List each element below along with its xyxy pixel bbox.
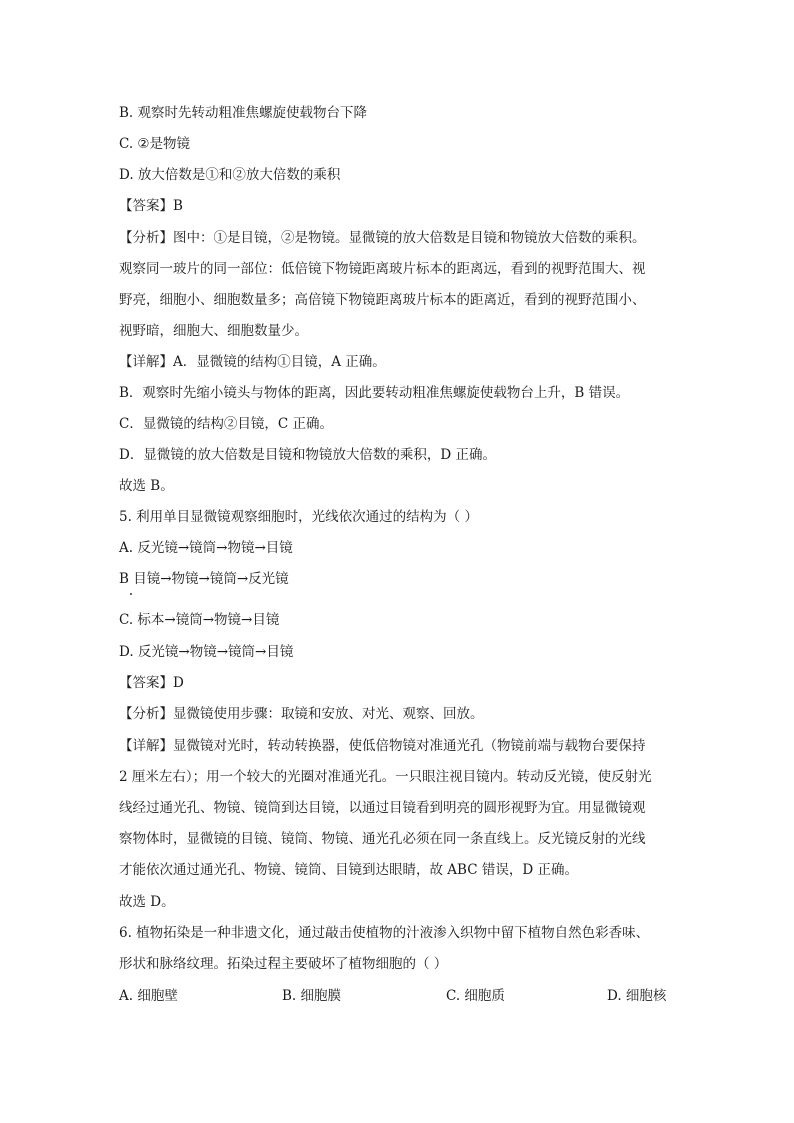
q6-option-a[interactable]: A. 细胞壁 (119, 988, 178, 1004)
q5-detail-line: 才能依次通过通光孔、物镜、镜筒、目镜到达眼睛，故 ABC 错误，D 正确。 (119, 862, 578, 878)
q4-option-d[interactable]: D. 放大倍数是①和②放大倍数的乘积 (119, 167, 341, 183)
q5-answer: 【答案】D (119, 675, 184, 691)
q5-option-b[interactable]: B 目镜→物镜→镜筒→反光镜 (119, 571, 289, 587)
q6-option-b[interactable]: B. 细胞膜 (282, 988, 342, 1004)
q6-option-c[interactable]: C. 细胞质 (446, 988, 505, 1004)
q4-detail-line: 【详解】A．显微镜的结构①目镜，A 正确。 (119, 354, 386, 370)
q5-option-d[interactable]: D. 反光镜→物镜→镜筒→目镜 (119, 644, 294, 660)
stray-dot (130, 593, 132, 595)
q4-option-c[interactable]: C. ②是物镜 (119, 136, 191, 152)
q4-detail-line: D．显微镜的放大倍数是目镜和物镜放大倍数的乘积，D 正确。 (119, 447, 496, 463)
q5-option-a[interactable]: A. 反光镜→镜筒→物镜→目镜 (119, 540, 293, 556)
q5-detail-line: 【详解】显微镜对光时，转动转换器，使低倍物镜对准通光孔（物镜前端与载物台要保持 (119, 738, 646, 754)
q6-option-d[interactable]: D. 细胞核 (607, 988, 667, 1004)
q5-analysis: 【分析】显微镜使用步骤：取镜和安放、对光、观察、回放。 (119, 706, 484, 722)
q6-stem-line: 6. 植物拓染是一种非遗文化，通过敲击使植物的汁液渗入织物中留下植物自然色彩香味、 (119, 925, 650, 941)
q6-stem-line: 形状和脉络纹理。拓染过程主要破坏了植物细胞的（ ） (119, 956, 448, 972)
q5-stem: 5. 利用单目显微镜观察细胞时，光线依次通过的结构为（ ） (119, 509, 478, 525)
q5-detail-line: 察物体时，显微镜的目镜、镜筒、物镜、通光孔必须在同一条直线上。反光镜反射的光线 (119, 831, 646, 847)
q4-answer: 【答案】B (119, 198, 183, 214)
q4-analysis-line: 视野暗，细胞大、细胞数量少。 (119, 323, 308, 339)
q5-detail-line: 线经过通光孔、物镜、镜筒到达目镜，以通过目镜看到明亮的圆形视野为宜。用显微镜观 (119, 800, 646, 816)
q5-detail-line: 2 厘米左右）；用一个较大的光圈对准通光孔。一只眼注视目镜内。转动反光镜，使反射光 (119, 769, 652, 785)
q4-conclusion: 故选 B。 (119, 478, 174, 494)
q4-detail-line: C．显微镜的结构②目镜，C 正确。 (119, 416, 333, 432)
q4-analysis-line: 野亮，细胞小、细胞数量多；高倍镜下物镜距离玻片标本的距离近，看到的视野范围小、 (119, 292, 646, 308)
q4-analysis-line: 观察同一玻片的同一部位：低倍镜下物镜距离玻片标本的距离远，看到的视野范围大、视 (119, 261, 646, 277)
q4-analysis-line: 【分析】图中：①是目镜，②是物镜。显微镜的放大倍数是目镜和物镜放大倍数的乘积。 (119, 230, 646, 246)
q5-option-c[interactable]: C. 标本→镜筒→物镜→目镜 (119, 612, 280, 628)
q4-option-b[interactable]: B. 观察时先转动粗准焦螺旋使载物台下降 (119, 105, 368, 121)
q5-conclusion: 故选 D。 (119, 894, 175, 910)
q4-detail-line: B．观察时先缩小镜头与物体的距离，因此要转动粗准焦螺旋使载物台上升，B 错误。 (119, 385, 630, 401)
